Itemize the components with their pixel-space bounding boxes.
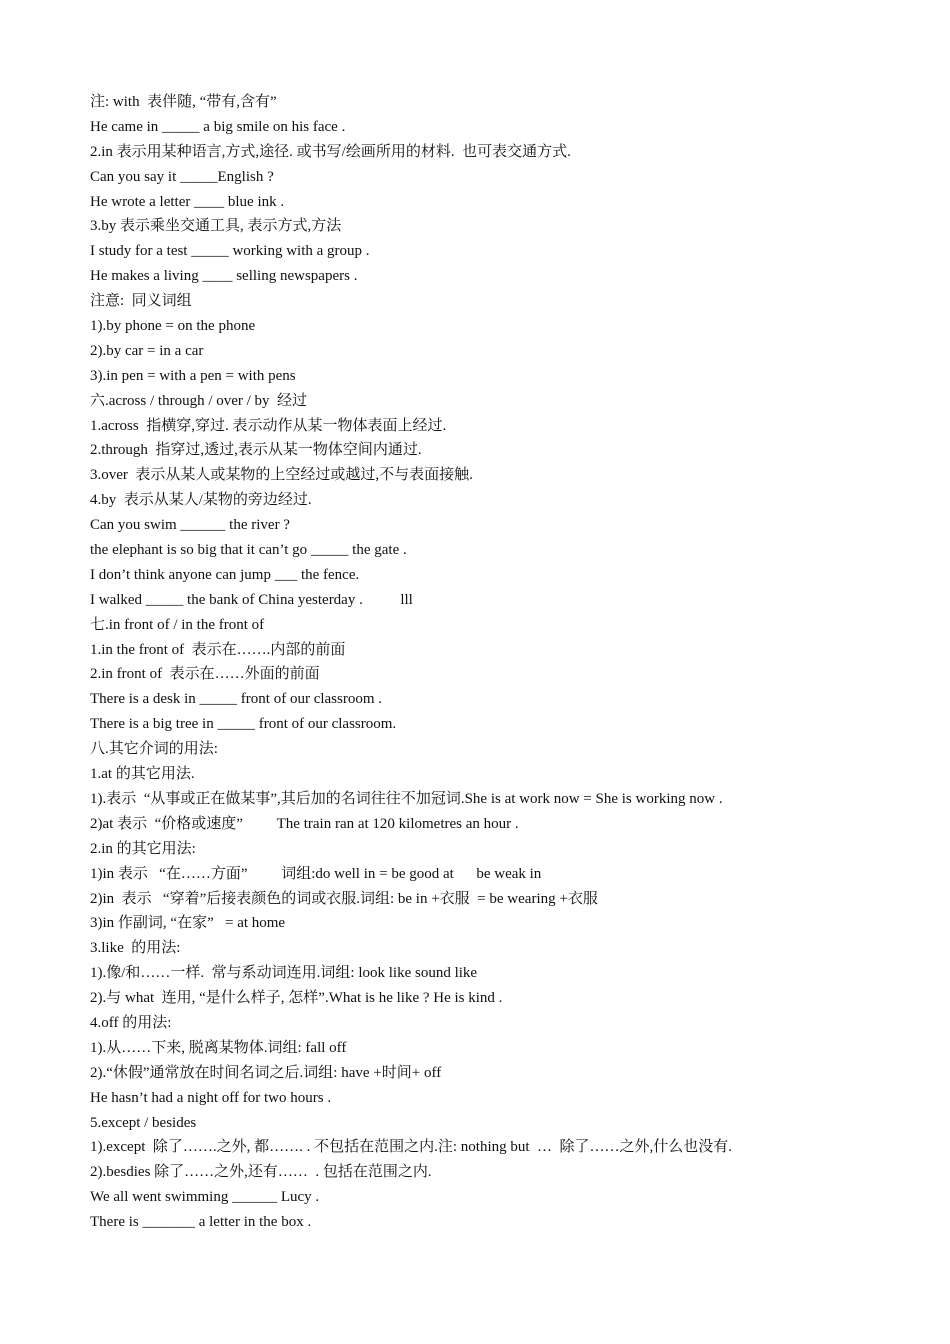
text-line: I don’t think anyone can jump ___ the fence. xyxy=(90,566,360,583)
text-line: 1)in 表示 “在……方面” 词组:do well in = be good at be weak in xyxy=(90,865,542,882)
text-line: 2).besdies 除了……之外,还有…… . 包括在范围之内. xyxy=(90,1164,432,1181)
text-line: the elephant is so big that it can’t go _____ the gate . xyxy=(90,542,407,559)
text-line: 5.except / besides xyxy=(90,1114,197,1131)
text-line: There is a big tree in _____ front of our classroom. xyxy=(90,716,397,733)
text-line: 2.in 表示用某种语言,方式,途径. 或书写/绘画所用的材料. 也可表交通方式. xyxy=(90,143,571,160)
text-line: There is a desk in _____ front of our classroom . xyxy=(90,691,383,708)
text-line: Can you say it _____English ? xyxy=(90,168,274,185)
text-line: He wrote a letter ____ blue ink . xyxy=(90,193,285,210)
text-line: There is _______ a letter in the box . xyxy=(90,1214,312,1231)
text-line: 七.in front of / in the front of xyxy=(90,616,265,633)
text-line: 4.off 的用法: xyxy=(90,1014,172,1031)
text-line: 2).与 what 连用, “是什么样子, 怎样”.What is he like ? He is kind . xyxy=(90,990,503,1007)
text-line: 1).像/和……一样. 常与系动词连用.词组: look like sound like xyxy=(90,965,478,982)
document-body xyxy=(90,90,930,1235)
text-line: 3.over 表示从某人或某物的上空经过或越过,不与表面接触. xyxy=(90,467,473,484)
text-line: He came in _____ a big smile on his face . xyxy=(90,118,346,135)
text-line: 1).从……下来, 脱离某物体.词组: fall off xyxy=(90,1039,347,1056)
text-line: 3.like 的用法: xyxy=(90,940,181,957)
text-line: 注意: 同义词组 xyxy=(90,293,192,310)
text-line: 2).by car = in a car xyxy=(90,342,204,359)
text-line: 1.in the front of 表示在…….内部的前面 xyxy=(90,641,346,658)
text-line: Can you swim ______ the river ? xyxy=(90,517,290,534)
text-line: 2.in front of 表示在……外面的前面 xyxy=(90,666,320,683)
text-line: 六.across / through / over / by 经过 xyxy=(90,392,308,409)
text-line: 1).by phone = on the phone xyxy=(90,318,256,335)
text-line: 1).except 除了…….之外, 都……. . 不包括在范围之内.注: nothing but … 除了……之外,什么也没有. xyxy=(90,1139,733,1156)
text-line: 3).in pen = with a pen = with pens xyxy=(90,367,296,384)
text-line: 3.by 表示乘坐交通工具, 表示方式,方法 xyxy=(90,218,342,235)
text-line: 1.across 指横穿,穿过. 表示动作从某一物体表面上经过. xyxy=(90,417,447,434)
text-line: I walked _____ the bank of China yesterday . lll xyxy=(90,591,413,608)
text-line: 2.through 指穿过,透过,表示从某一物体空间内通过. xyxy=(90,442,422,459)
text-line: 2)at 表示 “价格或速度” The train ran at 120 kilometres an hour . xyxy=(90,815,519,832)
text-line: 2).“休假”通常放在时间名词之后.词组: have +时间+ off xyxy=(90,1064,442,1081)
text-line: He hasn’t had a night off for two hours . xyxy=(90,1089,332,1106)
text-line: We all went swimming ______ Lucy . xyxy=(90,1189,320,1206)
text-line: 1.at 的其它用法. xyxy=(90,766,195,783)
text-line: 1).表示 “从事或正在做某事”,其后加的名词往往不加冠词.She is at work now = She is working now . xyxy=(90,790,723,807)
text-line: 八.其它介词的用法: xyxy=(90,741,218,758)
text-line: 2.in 的其它用法: xyxy=(90,840,196,857)
text-line: 2)in 表示 “穿着”后接表颜色的词或衣服.词组: be in +衣服 = be wearing +衣服 xyxy=(90,890,598,907)
text-line: 4.by 表示从某人/某物的旁边经过. xyxy=(90,492,312,509)
text-line: I study for a test _____ working with a group . xyxy=(90,243,370,260)
text-line: He makes a living ____ selling newspapers . xyxy=(90,268,358,285)
text-line: 3)in 作副词, “在家” = at home xyxy=(90,915,286,932)
text-line: 注: with 表伴随, “带有,含有” xyxy=(90,94,277,110)
